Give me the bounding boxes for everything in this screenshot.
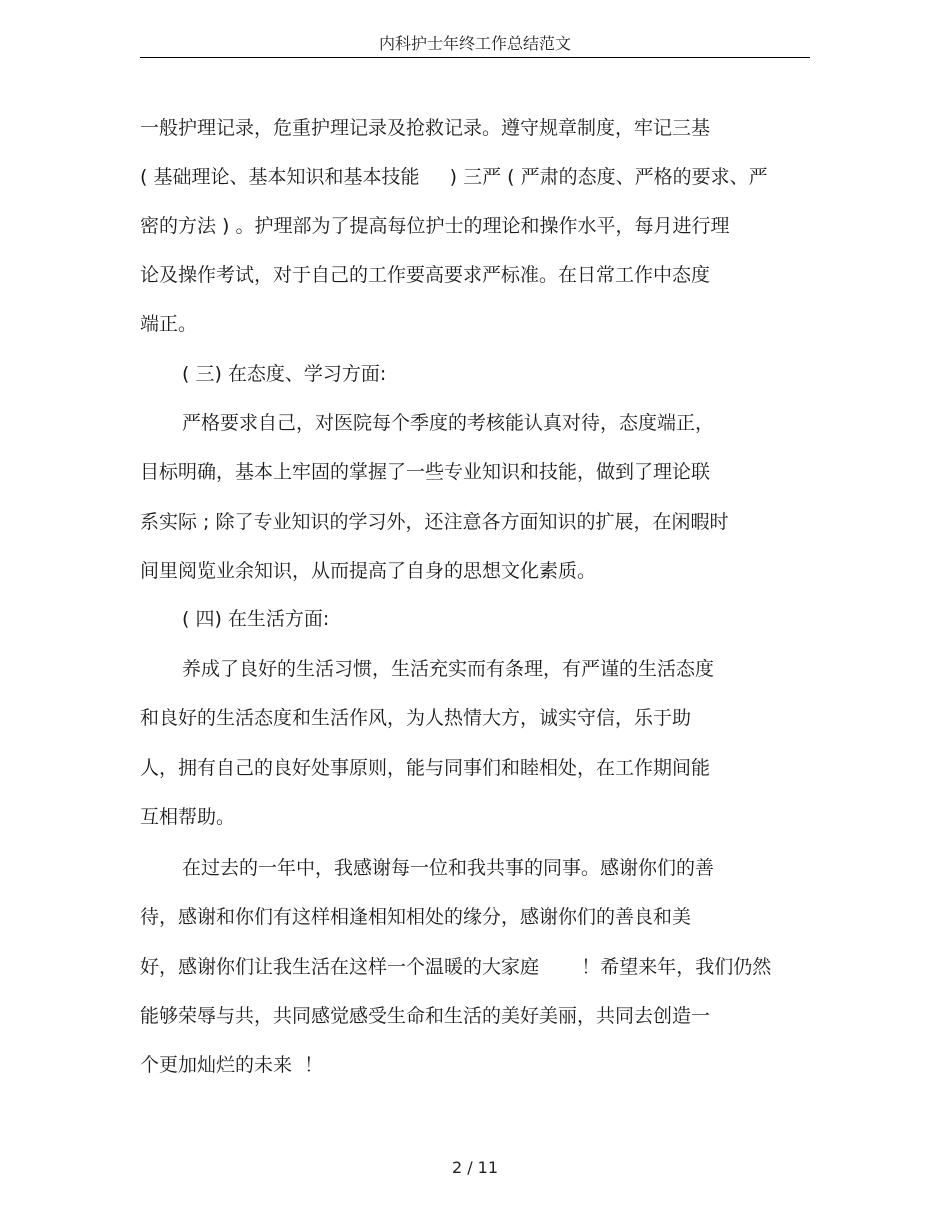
text-line: 能够荣辱与共，共同感觉感受生命和生活的美好美丽，共同去创造一 [140,1005,711,1027]
header-rule [140,57,810,58]
text-line: 和良好的生活态度和生活作风，为人热情大方，诚实守信，乐于助 [140,707,692,729]
text-line: 一般护理记录，危重护理记录及抢救记录。遵守规章制度，牢记三基 [140,117,711,139]
text-line: 养成了良好的生活习惯，生活充实而有条理，有严谨的生活态度 [182,658,715,680]
text-line: 在过去的一年中，我感谢每一位和我共事的同事。感谢你们的善 [182,857,715,879]
text-line: 端正。 [140,313,198,335]
page-header: 内科护士年终工作总结范文 [378,34,571,53]
text-line: 间里阅览业余知识，从而提高了自身的思想文化素质。 [140,560,597,582]
text-line: 目标明确，基本上牢固的掌握了一些专业知识和技能，做到了理论联 [140,461,711,483]
section-heading: ( 四) 在生活方面: [182,608,330,630]
section-heading: ( 三) 在态度、学习方面: [182,363,387,385]
text-line: ( 基础理论、基本知识和基本技能 ) 三严 ( 严肃的态度、严格的要求、严 [140,166,768,188]
text-line: 人，拥有自己的良好处事原则，能与同事们和睦相处，在工作期间能 [140,757,711,779]
text-line: 待，感谢和你们有这样相逢相知相处的缘分，感谢你们的善良和美 [140,906,692,928]
text-line: 严格要求自己，对医院每个季度的考核能认真对待，态度端正， [182,412,715,434]
text-line: 系实际 ; 除了专业知识的学习外，还注意各方面知识的扩展，在闲暇时 [140,511,729,533]
text-line: 好，感谢你们让我生活在这样一个温暖的大家庭 ！希望来年，我们仍然 [140,956,772,978]
page-number: 2 / 11 [451,1158,499,1177]
text-line: 互相帮助。 [140,806,236,828]
text-line: 个更加灿烂的未来 ！ [140,1054,324,1076]
text-line: 论及操作考试，对于自己的工作要高要求严标准。在日常工作中态度 [140,264,711,286]
text-line: 密的方法 ) 。护理部为了提高每位护士的理论和操作水平，每月进行理 [140,215,730,237]
